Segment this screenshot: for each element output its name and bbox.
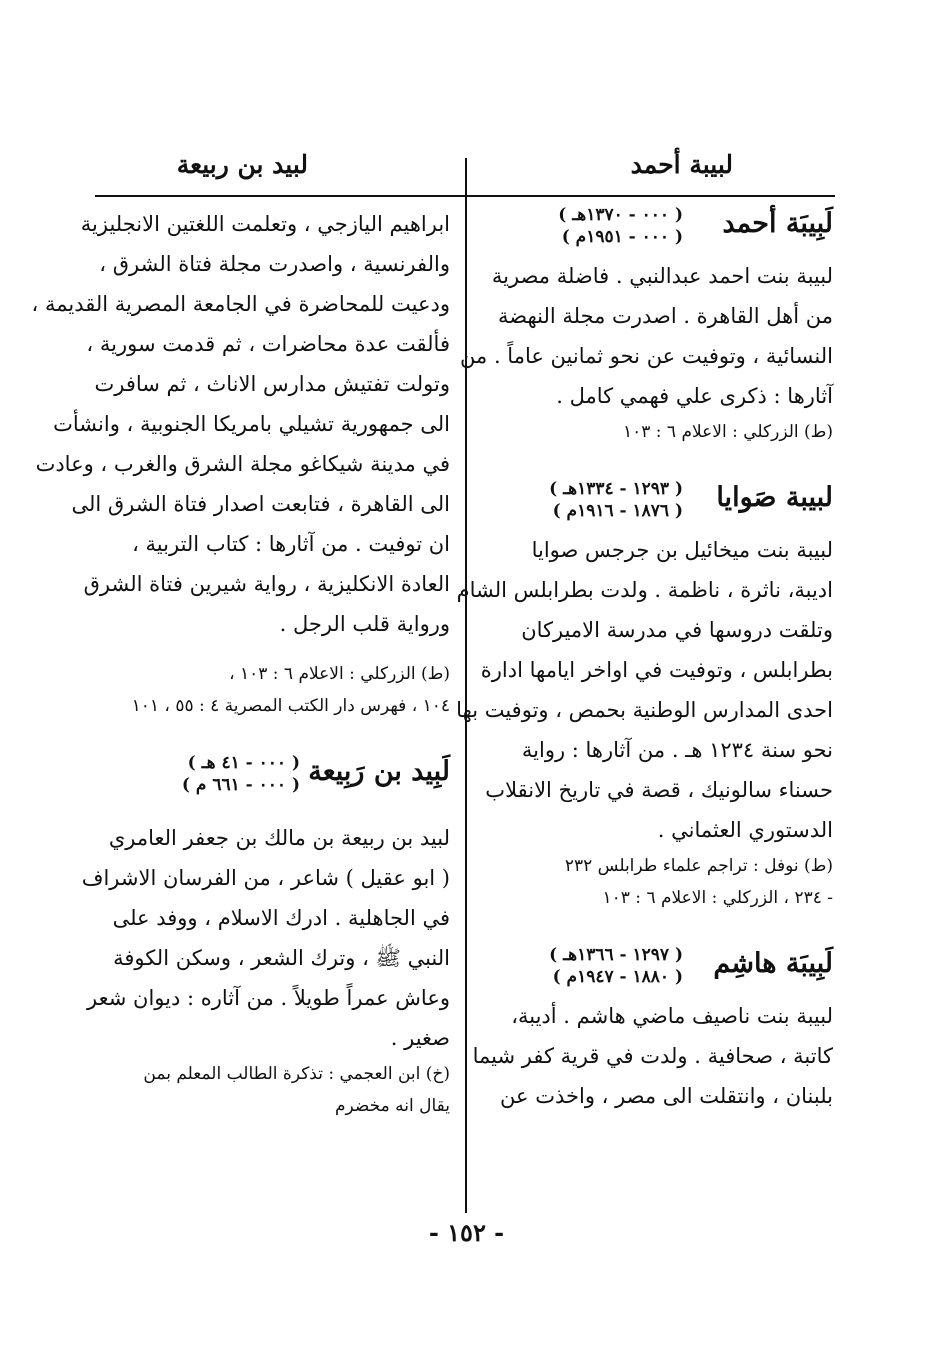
running-header-left: لبيد بن ربيعة bbox=[176, 150, 308, 179]
source-reference: (ط) الزركلي : الاعلام ٦ : ١٠٣ bbox=[622, 422, 833, 442]
text-line: وتلقت دروسها في مدرسة الاميركان bbox=[521, 618, 833, 642]
entry-heading bbox=[488, 204, 833, 256]
running-header-right: لبيبة أحمد bbox=[630, 150, 733, 179]
text-line: النسائية ، وتوفيت عن نحو ثمانين عاماً . من bbox=[460, 344, 833, 368]
entry-dates bbox=[549, 944, 683, 988]
dates-hijri: ( ١٢٩٣ - ١٣٣٤هـ ) bbox=[549, 479, 683, 499]
page-number: - ١٥٢ - bbox=[428, 1218, 505, 1247]
entry-heading bbox=[95, 752, 450, 804]
dates-hijri: ( ٠٠٠ - ٤١ هـ ) bbox=[187, 753, 300, 773]
text-line: وتولت تفتيش مدارس الاناث ، ثم سافرت bbox=[94, 372, 450, 396]
text-line: بطرابلس ، وتوفيت في اواخر ايامها ادارة bbox=[480, 658, 833, 682]
entry-dates bbox=[549, 478, 683, 522]
source-reference: (ط) نوفل : تراجم علماء طرابلس ٢٣٢ bbox=[564, 856, 833, 876]
entry-dates bbox=[182, 752, 300, 796]
dates-gregorian: ( ١٨٧٦ - ١٩١٦م ) bbox=[552, 501, 683, 521]
text-line: ورواية قلب الرجل . bbox=[279, 612, 450, 636]
text-line: ( ابو عقيل ) شاعر ، من الفرسان الاشراف bbox=[81, 866, 450, 890]
text-line: فألقت عدة محاضرات ، ثم قدمت سورية ، bbox=[86, 332, 450, 356]
text-line: الى جمهورية تشيلي بامريكا الجنوبية ، وانشأت bbox=[53, 412, 450, 436]
entry-dates bbox=[558, 204, 683, 248]
entry-name: لَبِيبَة أحمد bbox=[722, 208, 833, 239]
dates-gregorian: ( ٠٠٠ - ١٩٥١م ) bbox=[561, 227, 683, 247]
text-line: الدستوري العثماني . bbox=[657, 818, 833, 842]
column-divider bbox=[465, 158, 467, 1213]
source-reference: يقال انه مخضرم bbox=[335, 1096, 450, 1116]
entry-heading bbox=[488, 478, 833, 530]
text-line: من أهل القاهرة . اصدرت مجلة النهضة bbox=[497, 304, 833, 328]
dates-hijri: ( ٠٠٠ - ١٣٧٠هـ ) bbox=[558, 205, 683, 225]
source-reference: - ٢٣٤ ، الزركلي : الاعلام ٦ : ١٠٣ bbox=[602, 888, 833, 908]
text-line: بلبنان ، وانتقلت الى مصر ، واخذت عن bbox=[500, 1084, 833, 1108]
text-line: كاتبة ، صحافية . ولدت في قرية كفر شيما bbox=[472, 1044, 833, 1068]
text-line: نحو سنة ١٢٣٤ هـ . من آثارها : رواية bbox=[521, 738, 833, 762]
text-line: النبي ﷺ ، وترك الشعر ، وسكن الكوفة bbox=[113, 946, 450, 970]
text-line: وعاش عمراً طويلاً . من آثاره : ديوان شعر bbox=[87, 986, 450, 1010]
dates-gregorian: ( ١٨٨٠ - ١٩٤٧م ) bbox=[552, 967, 683, 987]
text-line: لبيد بن ربيعة بن مالك بن جعفر العامري bbox=[108, 826, 450, 850]
text-line: حسناء سالونيك ، قصة في تاريخ الانقلاب bbox=[485, 778, 833, 802]
left-column bbox=[31, 204, 450, 1122]
text-line: الى القاهرة ، فتابعت اصدار فتاة الشرق الى bbox=[71, 492, 450, 516]
text-line: احدى المدارس الوطنية بحمص ، وتوفيت بها bbox=[456, 698, 833, 722]
source-reference: ١٠٤ ، فهرس دار الكتب المصرية ٤ : ٥٥ ، ١٠١ bbox=[131, 696, 450, 716]
entry-name: لبيبة صَوايا bbox=[716, 482, 833, 513]
text-line: لبيبة بنت ناصيف ماضي هاشم . أديبة، bbox=[511, 1004, 833, 1028]
text-line: والفرنسية ، واصدرت مجلة فتاة الشرق ، bbox=[99, 252, 450, 276]
text-line: لبيبة بنت احمد عبدالنبي . فاضلة مصرية bbox=[491, 264, 833, 288]
text-line: ودعيت للمحاضرة في الجامعة المصرية القديمة ، bbox=[31, 292, 450, 316]
text-line: ابراهيم اليازجي ، وتعلمت اللغتين الانجليزية bbox=[80, 212, 450, 236]
entry-name: لَبِيد بن رَبِيعة bbox=[308, 756, 450, 787]
text-line: العادة الانكليزية ، رواية شيرين فتاة الشرق bbox=[83, 572, 450, 596]
text-line: في مدينة شيكاغو مجلة الشرق والغرب ، وعادت bbox=[35, 452, 450, 476]
text-line: اديبة، ناثرة ، ناظمة . ولدت بطرابلس الشام bbox=[456, 578, 833, 602]
text-line: صغير . bbox=[390, 1026, 450, 1050]
source-reference: (ط) الزركلي : الاعلام ٦ : ١٠٣ ، bbox=[229, 664, 450, 684]
source-reference: (خ) ابن العجمي : تذكرة الطالب المعلم بمن bbox=[143, 1064, 450, 1084]
text-line: لبيبة بنت ميخائيل بن جرجس صوايا bbox=[531, 538, 833, 562]
dates-hijri: ( ١٢٩٧ - ١٣٦٦هـ ) bbox=[549, 945, 683, 965]
dates-gregorian: ( ٠٠٠ - ٦٦١ م ) bbox=[181, 775, 300, 795]
text-line: آثارها : ذكرى علي فهمي كامل . bbox=[556, 384, 833, 408]
text-line: ان توفيت . من آثارها : كتاب التربية ، bbox=[132, 532, 450, 556]
text-line: في الجاهلية . ادرك الاسلام ، ووفد على bbox=[112, 906, 450, 930]
right-column bbox=[456, 204, 833, 1116]
entry-name: لَبِيبَة هاشِم bbox=[713, 948, 833, 979]
entry-heading bbox=[488, 944, 833, 996]
